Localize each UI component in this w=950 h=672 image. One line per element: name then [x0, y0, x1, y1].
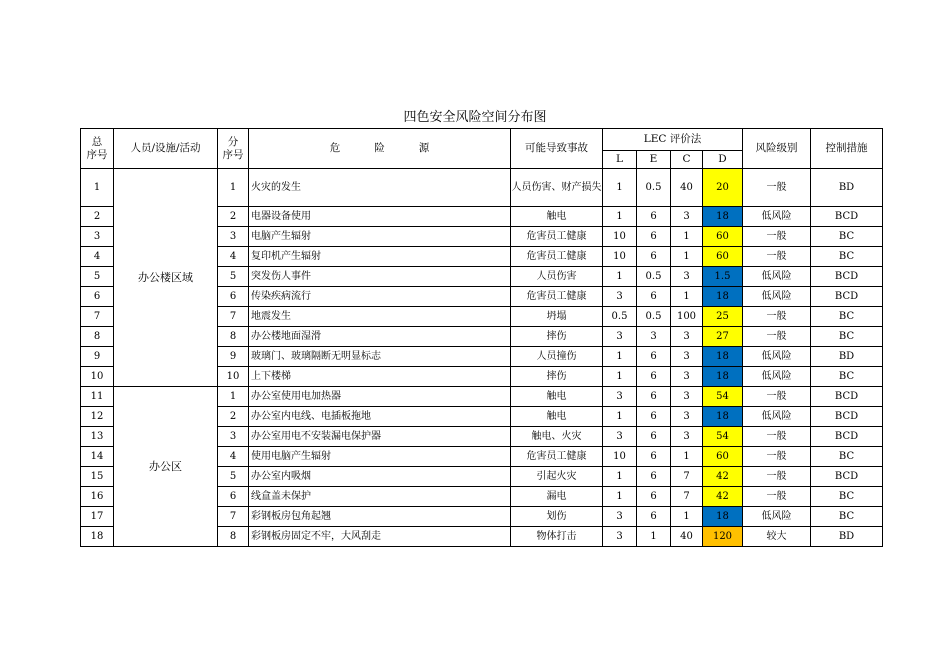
row-l: 0.5 — [603, 307, 637, 327]
row-e: 6 — [637, 487, 671, 507]
row-risk-level: 较大 — [743, 527, 811, 547]
row-d: 120 — [703, 527, 743, 547]
row-e: 1 — [637, 527, 671, 547]
row-l: 10 — [603, 227, 637, 247]
row-total-no: 5 — [81, 267, 114, 287]
row-hazard: 办公室内电线、电插板拖地 — [249, 407, 511, 427]
row-accident: 摔伤 — [511, 327, 603, 347]
row-e: 6 — [637, 287, 671, 307]
row-accident: 物体打击 — [511, 527, 603, 547]
row-d: 25 — [703, 307, 743, 327]
row-total-no: 10 — [81, 367, 114, 387]
row-c: 3 — [671, 267, 703, 287]
row-accident: 划伤 — [511, 507, 603, 527]
row-d: 42 — [703, 467, 743, 487]
row-control: BC — [811, 327, 883, 347]
row-c: 3 — [671, 387, 703, 407]
row-risk-level: 一般 — [743, 247, 811, 267]
row-control: BD — [811, 527, 883, 547]
row-total-no: 2 — [81, 207, 114, 227]
row-control: BCD — [811, 467, 883, 487]
row-d: 18 — [703, 207, 743, 227]
row-l: 3 — [603, 527, 637, 547]
page-title: 四色安全风险空间分布图 — [403, 110, 547, 125]
row-accident: 摔伤 — [511, 367, 603, 387]
row-c: 3 — [671, 347, 703, 367]
row-risk-level: 一般 — [743, 307, 811, 327]
header-d: D — [703, 151, 743, 169]
header-control: 控制措施 — [811, 129, 883, 169]
row-hazard: 办公室用电不安装漏电保护器 — [249, 427, 511, 447]
row-risk-level: 低风险 — [743, 207, 811, 227]
row-e: 6 — [637, 387, 671, 407]
row-control: BC — [811, 487, 883, 507]
row-e: 3 — [637, 327, 671, 347]
row-d: 18 — [703, 407, 743, 427]
header-risk-level: 风险级别 — [743, 129, 811, 169]
row-hazard: 线盒盖未保护 — [249, 487, 511, 507]
table-row — [81, 387, 883, 407]
row-risk-level: 一般 — [743, 169, 811, 207]
row-c: 7 — [671, 487, 703, 507]
row-l: 1 — [603, 207, 637, 227]
row-l: 1 — [603, 367, 637, 387]
row-sub-no: 7 — [218, 507, 249, 527]
row-l: 3 — [603, 327, 637, 347]
row-sub-no: 4 — [218, 447, 249, 467]
row-sub-no: 7 — [218, 307, 249, 327]
row-risk-level: 一般 — [743, 387, 811, 407]
table-body — [81, 169, 883, 547]
row-d: 60 — [703, 447, 743, 467]
row-accident: 危害员工健康 — [511, 447, 603, 467]
row-c: 100 — [671, 307, 703, 327]
row-total-no: 17 — [81, 507, 114, 527]
row-e: 6 — [637, 367, 671, 387]
header-sub-no: 分 序号 — [218, 129, 249, 169]
row-accident: 触电、火灾 — [511, 427, 603, 447]
row-accident: 危害员工健康 — [511, 287, 603, 307]
row-e: 6 — [637, 467, 671, 487]
row-c: 1 — [671, 507, 703, 527]
row-l: 1 — [603, 169, 637, 207]
row-accident: 触电 — [511, 387, 603, 407]
header-hazard — [249, 129, 511, 169]
row-d: 20 — [703, 169, 743, 207]
row-sub-no: 2 — [218, 207, 249, 227]
row-risk-level: 低风险 — [743, 287, 811, 307]
header-lec: LEC 评价法 — [603, 129, 743, 151]
row-l: 1 — [603, 407, 637, 427]
row-total-no: 3 — [81, 227, 114, 247]
row-hazard: 突发伤人事件 — [249, 267, 511, 287]
row-accident: 坍塌 — [511, 307, 603, 327]
row-sub-no: 4 — [218, 247, 249, 267]
row-total-no: 15 — [81, 467, 114, 487]
row-control: BC — [811, 507, 883, 527]
row-control: BCD — [811, 407, 883, 427]
row-sub-no: 1 — [218, 387, 249, 407]
row-hazard: 地震发生 — [249, 307, 511, 327]
row-total-no: 8 — [81, 327, 114, 347]
row-e: 6 — [637, 227, 671, 247]
row-c: 3 — [671, 207, 703, 227]
row-hazard: 火灾的发生 — [249, 169, 511, 207]
row-sub-no: 2 — [218, 407, 249, 427]
row-accident: 触电 — [511, 407, 603, 427]
row-l: 1 — [603, 267, 637, 287]
row-total-no: 12 — [81, 407, 114, 427]
table-row — [81, 169, 883, 207]
row-control: BC — [811, 227, 883, 247]
header-accident: 可能导致事故 — [511, 129, 603, 169]
row-d: 18 — [703, 507, 743, 527]
row-risk-level: 一般 — [743, 467, 811, 487]
row-c: 1 — [671, 227, 703, 247]
row-d: 1.5 — [703, 267, 743, 287]
row-hazard: 电脑产生辐射 — [249, 227, 511, 247]
row-sub-no: 8 — [218, 327, 249, 347]
row-control: BCD — [811, 287, 883, 307]
row-e: 6 — [637, 447, 671, 467]
row-e: 0.5 — [637, 307, 671, 327]
row-control: BCD — [811, 427, 883, 447]
row-c: 3 — [671, 327, 703, 347]
row-d: 54 — [703, 387, 743, 407]
row-accident: 人员伤害 — [511, 267, 603, 287]
row-total-no: 18 — [81, 527, 114, 547]
row-risk-level: 低风险 — [743, 507, 811, 527]
row-e: 6 — [637, 247, 671, 267]
row-hazard: 玻璃门、玻璃隔断无明显标志 — [249, 347, 511, 367]
row-d: 27 — [703, 327, 743, 347]
row-c: 1 — [671, 247, 703, 267]
header-hazard-label: 危险源 — [329, 142, 464, 154]
row-total-no: 6 — [81, 287, 114, 307]
row-risk-level: 一般 — [743, 327, 811, 347]
row-accident: 危害员工健康 — [511, 247, 603, 267]
row-sub-no: 9 — [218, 347, 249, 367]
row-c: 3 — [671, 427, 703, 447]
header-total-no: 总 序号 — [81, 129, 114, 169]
row-total-no: 16 — [81, 487, 114, 507]
row-accident: 人员伤害、财产损失 — [511, 169, 603, 207]
row-hazard: 使用电脑产生辐射 — [249, 447, 511, 467]
row-accident: 漏电 — [511, 487, 603, 507]
row-risk-level: 一般 — [743, 227, 811, 247]
row-d: 60 — [703, 247, 743, 267]
row-accident: 危害员工健康 — [511, 227, 603, 247]
row-c: 3 — [671, 407, 703, 427]
row-c: 1 — [671, 287, 703, 307]
row-total-no: 9 — [81, 347, 114, 367]
row-c: 3 — [671, 367, 703, 387]
row-hazard: 办公楼地面湿滑 — [249, 327, 511, 347]
row-sub-no: 5 — [218, 467, 249, 487]
row-d: 18 — [703, 367, 743, 387]
row-c: 40 — [671, 169, 703, 207]
region-cell: 办公区 — [114, 387, 218, 547]
row-l: 1 — [603, 487, 637, 507]
row-hazard: 彩钢板房包角起翘 — [249, 507, 511, 527]
row-accident: 触电 — [511, 207, 603, 227]
row-e: 0.5 — [637, 169, 671, 207]
row-l: 1 — [603, 467, 637, 487]
row-risk-level: 低风险 — [743, 367, 811, 387]
row-total-no: 13 — [81, 427, 114, 447]
row-e: 6 — [637, 207, 671, 227]
row-total-no: 11 — [81, 387, 114, 407]
row-accident: 人员撞伤 — [511, 347, 603, 367]
row-l: 10 — [603, 247, 637, 267]
row-total-no: 1 — [81, 169, 114, 207]
row-sub-no: 8 — [218, 527, 249, 547]
row-hazard: 复印机产生辐射 — [249, 247, 511, 267]
row-d: 54 — [703, 427, 743, 447]
header-personnel: 人员/设施/活动 — [114, 129, 218, 169]
row-risk-level: 一般 — [743, 447, 811, 467]
region-cell: 办公楼区域 — [114, 169, 218, 387]
row-risk-level: 一般 — [743, 487, 811, 507]
row-accident: 引起火灾 — [511, 467, 603, 487]
row-l: 10 — [603, 447, 637, 467]
row-l: 3 — [603, 427, 637, 447]
row-hazard: 办公室内吸烟 — [249, 467, 511, 487]
row-control: BD — [811, 169, 883, 207]
row-l: 1 — [603, 347, 637, 367]
row-sub-no: 10 — [218, 367, 249, 387]
row-d: 60 — [703, 227, 743, 247]
row-control: BC — [811, 247, 883, 267]
row-control: BCD — [811, 267, 883, 287]
row-hazard: 上下楼梯 — [249, 367, 511, 387]
row-c: 40 — [671, 527, 703, 547]
row-d: 18 — [703, 287, 743, 307]
row-sub-no: 3 — [218, 227, 249, 247]
row-sub-no: 3 — [218, 427, 249, 447]
row-risk-level: 低风险 — [743, 407, 811, 427]
risk-table — [80, 128, 883, 547]
header-e: E — [637, 151, 671, 169]
header-c: C — [671, 151, 703, 169]
row-total-no: 4 — [81, 247, 114, 267]
row-l: 3 — [603, 287, 637, 307]
row-d: 42 — [703, 487, 743, 507]
row-e: 0.5 — [637, 267, 671, 287]
row-c: 1 — [671, 447, 703, 467]
row-sub-no: 6 — [218, 287, 249, 307]
row-control: BC — [811, 307, 883, 327]
row-risk-level: 低风险 — [743, 267, 811, 287]
row-risk-level: 一般 — [743, 427, 811, 447]
row-hazard: 传染疾病流行 — [249, 287, 511, 307]
row-sub-no: 6 — [218, 487, 249, 507]
header-l: L — [603, 151, 637, 169]
row-control: BCD — [811, 387, 883, 407]
row-hazard: 彩钢板房固定不牢，大风刮走 — [249, 527, 511, 547]
row-risk-level: 低风险 — [743, 347, 811, 367]
row-control: BC — [811, 447, 883, 467]
row-sub-no: 5 — [218, 267, 249, 287]
row-total-no: 7 — [81, 307, 114, 327]
row-e: 6 — [637, 347, 671, 367]
row-e: 6 — [637, 507, 671, 527]
row-hazard: 电器设备使用 — [249, 207, 511, 227]
row-c: 7 — [671, 467, 703, 487]
row-control: BCD — [811, 207, 883, 227]
row-e: 6 — [637, 407, 671, 427]
row-total-no: 14 — [81, 447, 114, 467]
row-control: BD — [811, 347, 883, 367]
row-l: 3 — [603, 507, 637, 527]
row-e: 6 — [637, 427, 671, 447]
row-hazard: 办公室使用电加热器 — [249, 387, 511, 407]
row-control: BC — [811, 367, 883, 387]
row-d: 18 — [703, 347, 743, 367]
row-sub-no: 1 — [218, 169, 249, 207]
row-l: 3 — [603, 387, 637, 407]
